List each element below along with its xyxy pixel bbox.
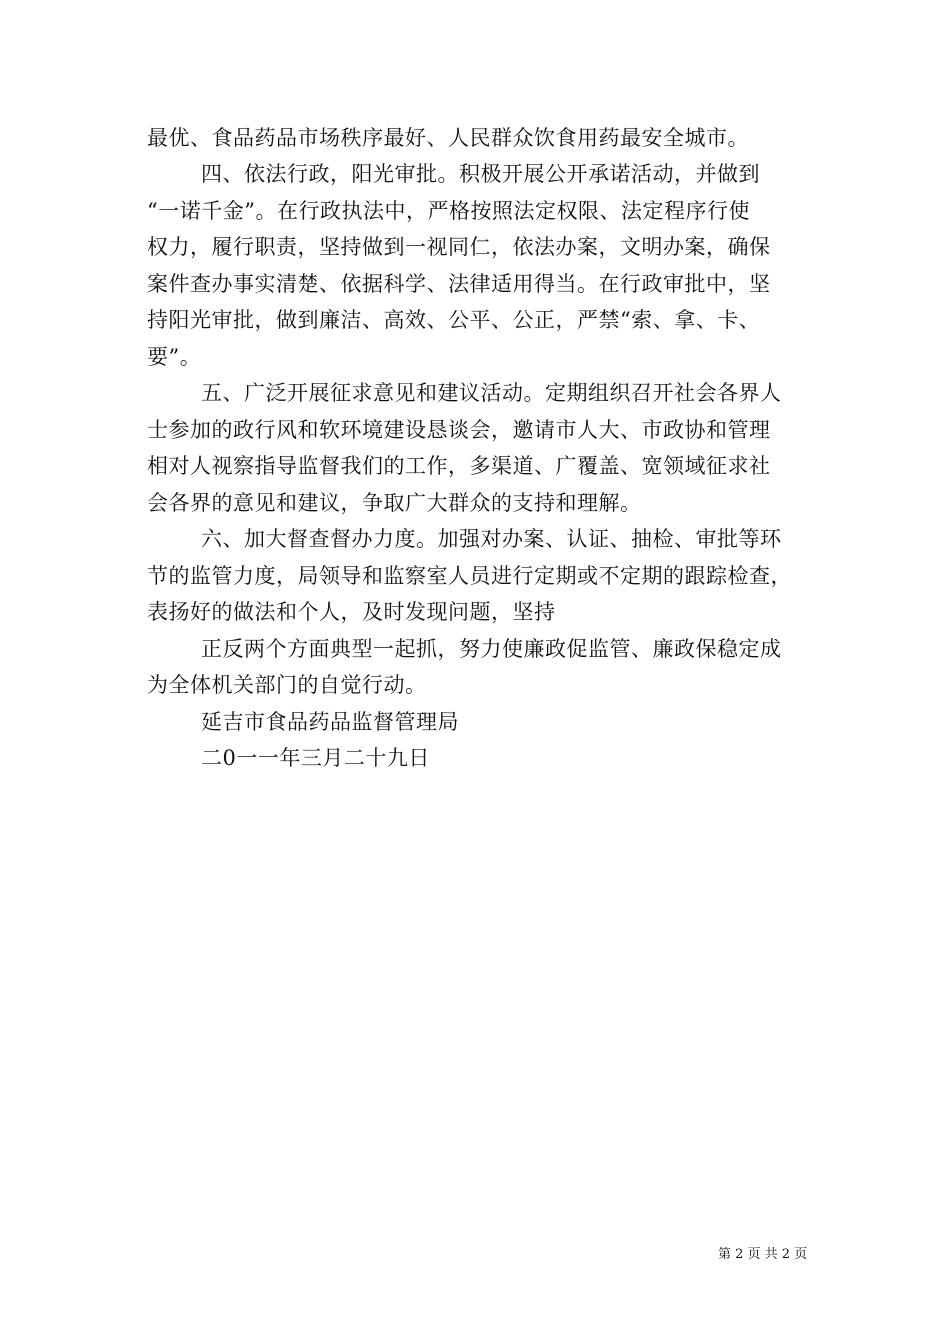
body-line-12: 六、加大督查督办力度。加强对办案、认证、抽检、审批等环 — [201, 527, 782, 551]
signature-date: 二0一一年三月二十九日 — [201, 746, 430, 770]
body-line-1: 最优、食品药品市场秩序最好、人民群众饮食用药最安全城市。 — [147, 126, 749, 150]
body-line-15: 正反两个方面典型一起抓，努力使廉政促监管、廉政保稳定成 — [201, 637, 782, 661]
body-line-5: 案件查办事实清楚、依据科学、法律适用得当。在行政审批中，坚 — [147, 272, 771, 296]
body-line-13: 节的监管力度，局领导和监察室人员进行定期或不定期的跟踪检查， — [147, 564, 792, 588]
signature-organization: 延吉市食品药品监督管理局 — [201, 710, 459, 734]
body-line-10: 相对人视察指导监督我们的工作，多渠道、广覆盖、宽领域征求社 — [147, 454, 771, 478]
body-line-14: 表扬好的做法和个人，及时发现问题，坚持 — [147, 600, 556, 624]
body-line-9: 士参加的政行风和软环境建设恳谈会，邀请市人大、市政协和管理 — [147, 418, 771, 442]
body-line-7: 要”。 — [147, 345, 202, 369]
body-line-3: “一诺千金”。在行政执法中，严格按照法定权限、法定程序行使 — [147, 199, 750, 223]
page-number-footer: 第 2 页 共 2 页 — [718, 1247, 808, 1262]
body-line-16: 为全体机关部门的自觉行动。 — [147, 673, 427, 697]
body-line-4: 权力，履行职责，坚持做到一视同仁，依法办案，文明办案，确保 — [147, 235, 771, 259]
body-line-11: 会各界的意见和建议，争取广大群众的支持和理解。 — [147, 491, 642, 515]
body-line-6: 持阳光审批，做到廉洁、高效、公平、公正，严禁“索、拿、卡、 — [147, 308, 761, 332]
body-line-8: 五、广泛开展征求意见和建议活动。定期组织召开社会各界人 — [201, 381, 782, 405]
body-line-2: 四、依法行政，阳光审批。积极开展公开承诺活动，并做到 — [201, 162, 760, 186]
